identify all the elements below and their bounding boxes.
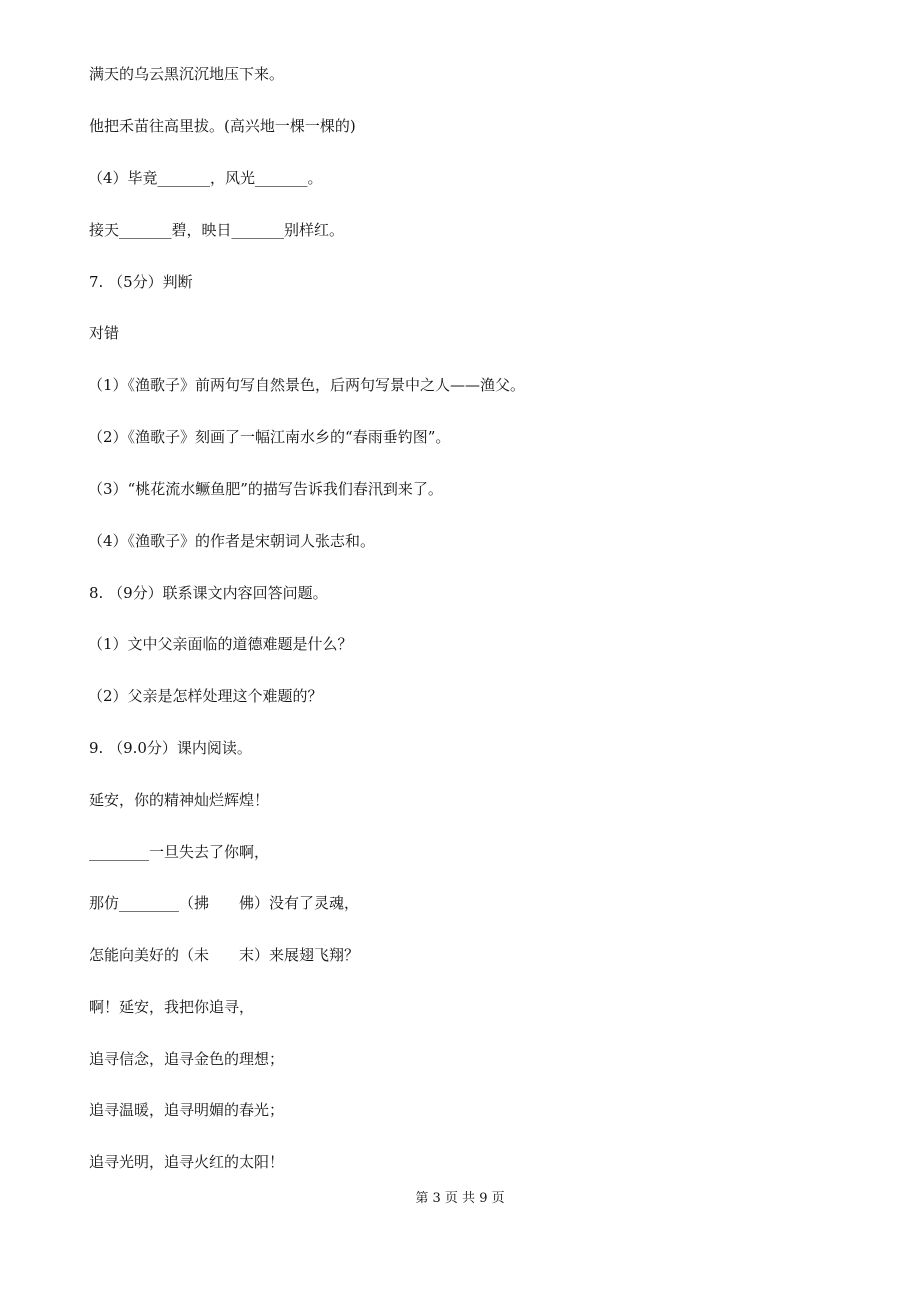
question-8-item-1: （1）文中父亲面临的道德难题是什么？ xyxy=(88,635,353,653)
page-number-footer: 第 3 页 共 9 页 xyxy=(415,1191,505,1206)
question-9-heading: 9. （9.0分）课内阅读。 xyxy=(89,739,252,757)
poem-line-8: 追寻光明，追寻火红的太阳！ xyxy=(89,1153,285,1171)
poem-line-7: 追寻温暖，追寻明媚的春光； xyxy=(89,1101,285,1119)
poem-line-5: 啊！延安，我把你追寻， xyxy=(89,998,255,1016)
poem-line-1: 延安，你的精神灿烂辉煌！ xyxy=(89,791,270,809)
question-7-instruction: 对错 xyxy=(89,324,120,342)
question-7-item-3: （3）“桃花流水鳜鱼肥”的描写告诉我们春汛到来了。 xyxy=(88,480,443,498)
question-7-item-1: （1）《渔歌子》前两句写自然景色，后两句写景中之人——渔父。 xyxy=(88,376,526,394)
question-8-item-2: （2）父亲是怎样处理这个难题的？ xyxy=(88,687,323,705)
text-line-2: 他把禾苗往高里拔。(高兴地一棵一棵的) xyxy=(89,117,356,135)
question-7-item-2: （2）《渔歌子》刻画了一幅江南水乡的“春雨垂钓图”。 xyxy=(88,428,451,446)
poem-line-6: 追寻信念，追寻金色的理想； xyxy=(89,1050,285,1068)
poem-line-4: 怎能向美好的（未 末）来展翅飞翔？ xyxy=(89,946,360,964)
text-line-1: 满天的乌云黑沉沉地压下来。 xyxy=(89,65,285,83)
question-8-heading: 8. （9分）联系课文内容回答问题。 xyxy=(89,584,328,602)
text-line-4: 接天_______碧，映日_______别样红。 xyxy=(89,221,345,239)
question-6-part-4: （4）毕竟_______，风光_______。 xyxy=(88,169,323,187)
question-7-heading: 7. （5分）判断 xyxy=(89,273,193,291)
poem-line-3: 那仿________（拂 佛）没有了灵魂， xyxy=(89,894,360,912)
question-7-item-4: （4）《渔歌子》的作者是宋朝词人张志和。 xyxy=(88,532,376,550)
poem-line-2: ________一旦失去了你啊， xyxy=(89,843,270,861)
